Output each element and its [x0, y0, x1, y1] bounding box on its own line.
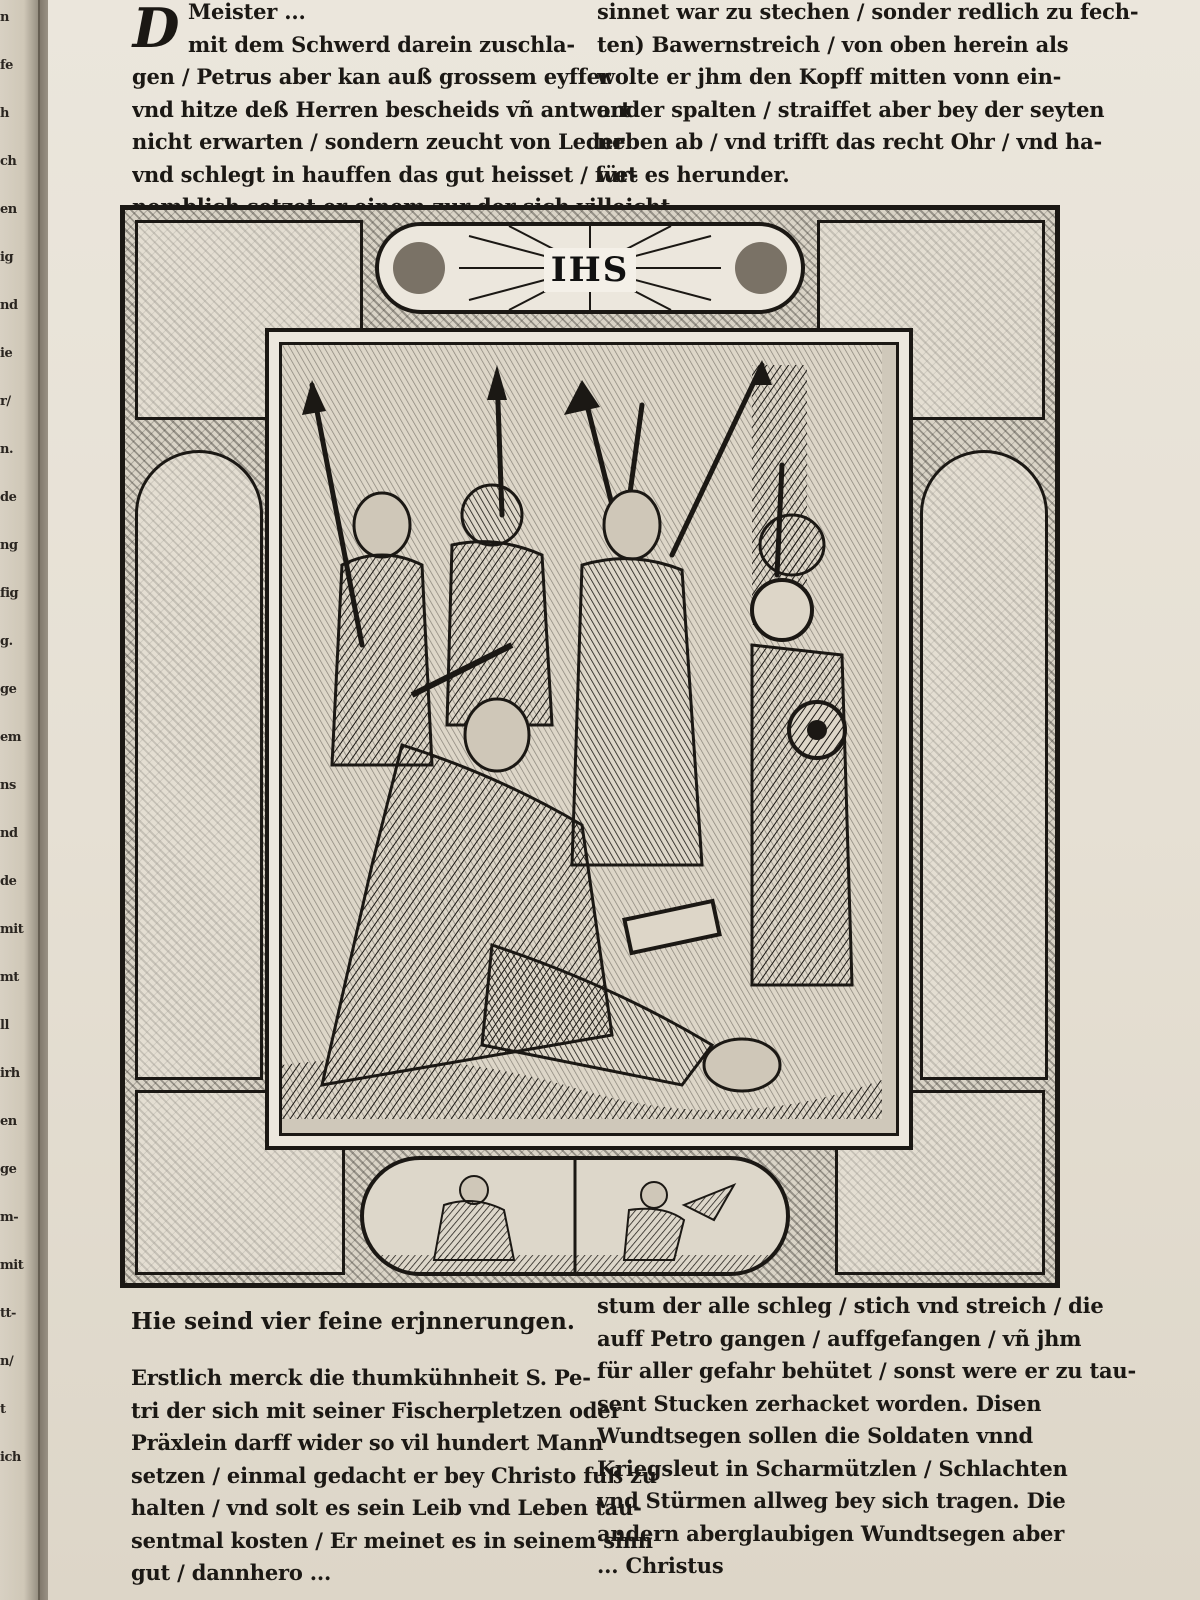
facing-page-fragment: nd	[0, 298, 18, 313]
text-line: Erstlich merck die thumkühnheit S. Pe-	[131, 1365, 591, 1390]
facing-page-fragment: g.	[0, 634, 13, 649]
text-line: wet es herunder.	[597, 161, 790, 187]
bottom-left-column	[131, 1362, 657, 1590]
text-line: mit dem Schwerd darein zuschla-	[188, 31, 575, 57]
facing-page-fragment: ng	[0, 538, 18, 553]
annunciation-cartouche	[360, 1156, 790, 1276]
text-line: stum der alle schleg / stich vnd streich / die	[597, 1293, 1104, 1318]
text-line: ten) Bawernstreich / von oben herein als	[597, 31, 1069, 57]
text-line: für aller gefahr behütet / sonst were er zu tau-	[597, 1358, 1136, 1383]
ihs-monogram: IHS	[544, 248, 636, 292]
facing-page-fragment: en	[0, 202, 17, 217]
facing-page-fragment: r/	[0, 394, 11, 409]
text-line: gut / dannhero ...	[131, 1560, 332, 1585]
text-line: setzen / einmal gedacht er bey Christo fuß zu	[131, 1462, 657, 1488]
bottom-right-column	[597, 1290, 1136, 1583]
facing-page-fragment: ie	[0, 346, 13, 361]
text-line: sinnet war zu stechen / sonder redlich zu fech-	[597, 0, 1139, 24]
woodcut-illustration	[120, 205, 1060, 1288]
text-line: Wundtsegen sollen die Soldaten vnnd	[597, 1423, 1034, 1448]
text-line: andern aberglaubigen Wundtsegen aber	[597, 1520, 1065, 1546]
facing-page-fragment: fe	[0, 58, 13, 73]
facing-page-fragment: ig	[0, 250, 14, 265]
text-line: halten / vnd solt es sein Leib vnd Leben tau-	[131, 1495, 642, 1520]
facing-page-fragment: n	[0, 10, 9, 25]
text-line: gen / Petrus aber kan auß grossem eyffer	[132, 64, 611, 89]
facing-page-fragment: ich	[0, 1450, 21, 1465]
ihs-cartouche	[375, 222, 805, 314]
text-line: auff Petro gangen / auffgefangen / vñ jhm	[597, 1325, 1082, 1351]
text-line: sent Stucken zerhacket worden. Disen	[597, 1390, 1042, 1416]
section-heading: Hie seind vier feine erjnnerungen.	[131, 1308, 575, 1335]
figure-panel-left-niche	[135, 450, 263, 1080]
text-line: vnd schlegt in hauffen das gut heisset / für-	[132, 161, 639, 187]
drop-cap: D	[132, 0, 180, 60]
text-line: nicht erwarten / sondern zeucht von Leder	[132, 129, 625, 154]
text-line: Kriegsleut in Scharmützlen / Schlachten	[597, 1455, 1068, 1481]
facing-page-fragment: h	[0, 106, 9, 121]
facing-page-fragment: ge	[0, 1162, 17, 1177]
facing-page-fragment: nd	[0, 826, 18, 841]
text-line: ander spalten / straiffet aber bey der seyten	[597, 96, 1105, 122]
facing-page-fragment: n/	[0, 1354, 14, 1369]
text-line: Meister ...	[188, 0, 306, 24]
facing-page-edge	[0, 0, 40, 1600]
annunciation-art	[364, 1160, 786, 1272]
facing-page-fragment: de	[0, 490, 17, 505]
facing-page-fragment: n.	[0, 442, 13, 457]
facing-page-fragment: ch	[0, 154, 17, 169]
facing-page-fragment: m-	[0, 1210, 19, 1225]
figure-panel-right-niche	[920, 450, 1048, 1080]
text-line: neben ab / vnd trifft das recht Ohr / vnd ha-	[597, 129, 1103, 154]
facing-page-fragment: en	[0, 1114, 17, 1129]
woodcut-scene-art	[282, 345, 882, 1119]
text-line: ... Christus	[597, 1553, 724, 1578]
facing-page-fragment: fig	[0, 586, 19, 601]
facing-page-fragment: mit	[0, 922, 24, 937]
top-right-column	[597, 0, 1138, 191]
facing-page-fragment: ns	[0, 778, 16, 793]
facing-page-fragment: ge	[0, 682, 17, 697]
facing-page-fragment: de	[0, 874, 17, 889]
text-line: Präxlein darff wider so vil hundert Mann	[131, 1430, 604, 1455]
arrest-scene	[279, 342, 899, 1136]
facing-page-fragment: mit	[0, 1258, 24, 1273]
text-line: tri der sich mit seiner Fischerpletzen oder	[131, 1397, 622, 1423]
facing-page-fragment: mt	[0, 970, 19, 985]
text-line: sentmal kosten / Er meinet es in seinem sinn	[131, 1527, 653, 1553]
text-line: vnd hitze deß Herren bescheids vñ antwort	[132, 96, 631, 122]
text-line: wolte er jhm den Kopff mitten vonn ein-	[597, 64, 1062, 89]
facing-page-fragment: em	[0, 730, 22, 745]
facing-page-fragment: irh	[0, 1066, 20, 1081]
text-line: vnd Stürmen allweg bey sich tragen. Die	[597, 1488, 1066, 1513]
facing-page-fragment: tt-	[0, 1306, 16, 1321]
facing-page-fragment: ll	[0, 1018, 9, 1033]
top-left-column	[132, 0, 670, 224]
facing-page-fragment: t	[0, 1402, 6, 1417]
inner-frame	[265, 328, 913, 1150]
